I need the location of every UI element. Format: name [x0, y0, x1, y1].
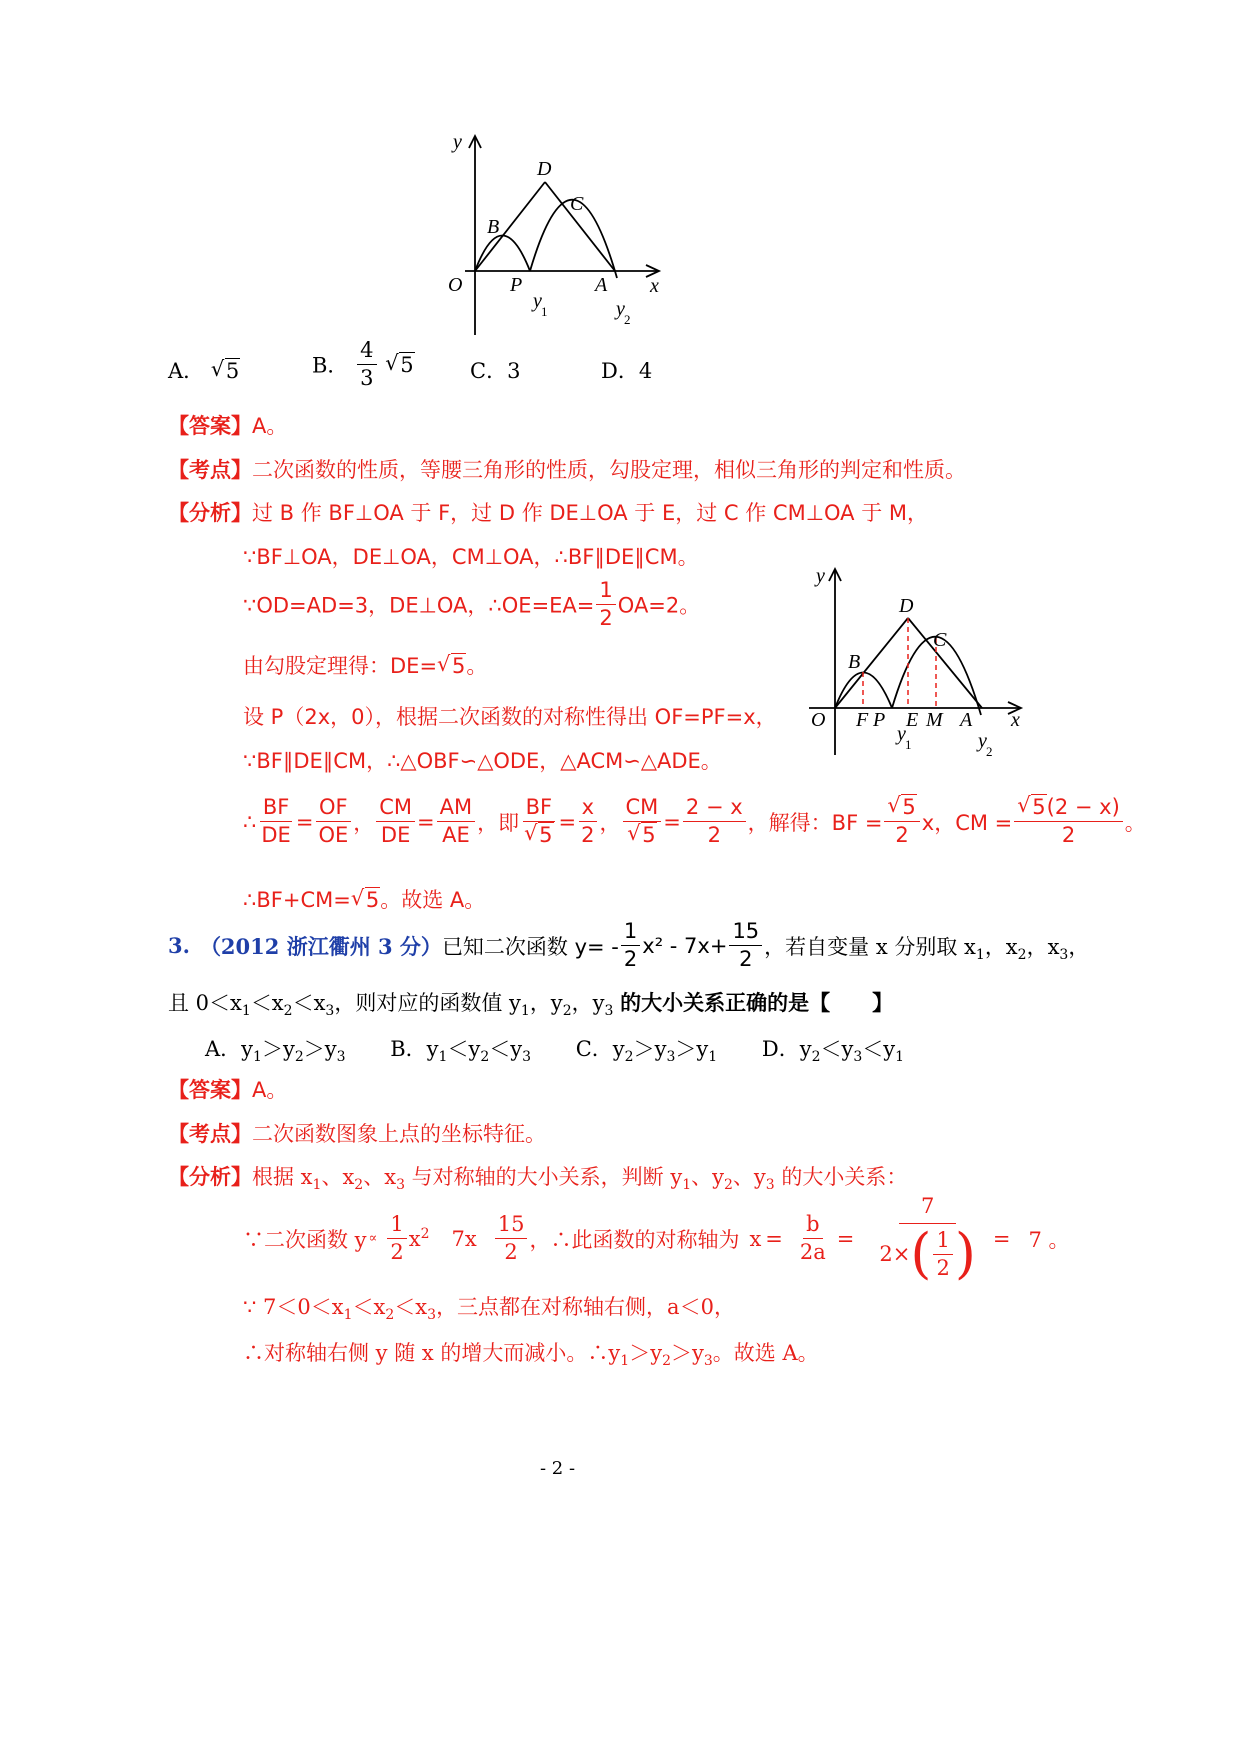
q2-line-4-radicand: 5 [452, 654, 466, 678]
q2-fenxi-tag: 【分析】 [168, 501, 252, 525]
q2-line-4-sqrt [437, 654, 466, 678]
fig1-label-y1: y [533, 290, 542, 312]
q2-l7-frac-2 [315, 797, 351, 846]
q3-l2-frac-1-den: 2 [390, 1240, 404, 1264]
q3-stem-frac-1-num: 1 [621, 921, 640, 946]
fig2-label-o: O [811, 709, 826, 731]
q2-l7-f4-num: AM [437, 797, 475, 822]
q3-l3-text: ∵ 7＜0＜x [243, 1295, 344, 1319]
q2-option-b [312, 340, 415, 389]
q2-l7-comma1: ， [353, 810, 375, 835]
q3-option-b-label: B．y [390, 1037, 439, 1061]
q2-l7-f5-sqrt [524, 825, 553, 846]
q2-l7-f3-num: CM [376, 797, 415, 822]
q3-option-d: D．$y_2<y_3<y_1$ [761, 1037, 905, 1065]
q2-answer-tag: 【答案】 [168, 414, 252, 438]
q3-stem-line2-end: 的大小关系正确的是【 [620, 990, 831, 1015]
q2-l7-frac-7 [623, 797, 662, 846]
q2-option-a-label: A． [168, 359, 205, 383]
fig1-label-y2-sub: 2 [624, 312, 631, 327]
q3-l2-2a: 2a [799, 1240, 826, 1264]
q2-line-3-post: OA=2。 [617, 593, 701, 618]
fig2-label-y1: y [897, 723, 906, 745]
q2-l7-f7-num: CM [623, 797, 662, 822]
q2-option-b-den: 3 [360, 366, 374, 390]
q2-l7-f5-radicand: 5 [539, 823, 553, 847]
q2-l7-eq3: = [558, 809, 577, 834]
q3-stem-post: ，若自变量 x 分别取 $x_1$，$x_2$，$x_3$， [764, 934, 1090, 963]
q2-l7-frac-8 [683, 797, 746, 846]
fig1-label-p: P [510, 274, 523, 296]
fig2-label-c: C [933, 629, 947, 651]
q2-line-6: ∵BF∥DE∥CM，∴△OBF∽△ODE，△ACM∽△ADE。 [243, 749, 722, 773]
q2-l7-f2-den: OE [318, 823, 349, 847]
q3-l2-frac-big [876, 1194, 979, 1285]
q2-fenxi-line [168, 497, 928, 527]
q3-l2-x: x [749, 1226, 762, 1251]
q2-l7-f7-radicand: 5 [642, 823, 656, 847]
q2-line-3-den: 2 [599, 606, 613, 630]
q3-l2-post: ，∴此函数的对称轴为 [529, 1227, 740, 1252]
fig2-label-b: B [848, 651, 861, 673]
q2-option-a-radicand: 5 [225, 359, 240, 383]
q2-line-8-post: 。故选 A。 [380, 888, 486, 912]
q3-l2-eq-3: = [992, 1226, 1011, 1251]
q2-l7-lead: ∴ [243, 809, 257, 834]
q3-answer: A。 [252, 1078, 288, 1102]
q2-line-8-sqrt [351, 888, 380, 912]
fig1-label-a: A [595, 274, 608, 296]
q2-fenxi-l1: 过 B 作 BF⊥OA 于 F，过 D 作 DE⊥OA 于 E，过 C 作 CM⊥OA 于 M， [252, 501, 928, 525]
fig1-label-x: x [650, 275, 659, 297]
q3-l2-b: b [803, 1214, 822, 1239]
q3-l2-half-den: 2 [936, 1255, 950, 1280]
q2-option-a [168, 355, 240, 385]
q2-l7-ji: ，即 [477, 810, 520, 835]
q3-l2-result: 7 。 [1028, 1227, 1070, 1252]
fig1-label-y2: y [616, 298, 625, 320]
q3-stem-pre: 已知二次函数 y= - [441, 934, 619, 959]
q3-option-d-label: D．y [761, 1037, 812, 1061]
q3-l2-half-num: 1 [933, 1230, 952, 1255]
fig2-label-e: E [906, 709, 919, 731]
q3-option-a-label: A．y [205, 1037, 254, 1061]
q2-line-7 [243, 797, 1146, 846]
q2-line-8-pre: ∴BF+CM= [243, 888, 351, 912]
q3-l2-frac-b2a [797, 1214, 829, 1263]
q2-option-b-fraction [357, 340, 376, 389]
q2-l7-jiede: ，解得：BF = [747, 810, 883, 835]
q2-option-b-num: 4 [357, 340, 376, 365]
q3-fenxi-l1: 根据 $x_1$、$x_2$、$x_3$ 与对称轴的大小关系，判断 $y_1$、$y_2$、$y_3$ 的大小关系： [252, 1165, 908, 1193]
q2-line-8-radicand: 5 [365, 888, 380, 912]
q2-l7-f10-sqrt [1017, 797, 1046, 818]
q2-answer: A。 [252, 414, 288, 438]
q2-l7-frac-5 [521, 797, 556, 846]
q2-l7-f10-tail: (2 − x) [1046, 795, 1120, 819]
q3-l2-seven: 7x [451, 1226, 477, 1251]
q3-stem-mid: x² - 7x+ [642, 933, 728, 958]
q3-l2-frac-1-num: 1 [387, 1214, 406, 1239]
fig2-label-y2-sub: 2 [986, 744, 993, 759]
q2-option-b-radicand: 5 [400, 352, 414, 377]
q2-l7-eq2: = [417, 809, 435, 834]
q3-stem-post-text: ，若自变量 x 分别取 x [764, 934, 976, 959]
q3-stem-frac-1-den: 2 [623, 947, 638, 971]
q2-option-b-sqrt [385, 353, 414, 377]
q3-kaodian-line [168, 1118, 546, 1148]
q2-line-4 [243, 650, 487, 680]
q3-options [205, 1033, 904, 1063]
q2-l7-f9-den: 2 [895, 823, 909, 847]
q3-l2-frac-1 [387, 1214, 406, 1263]
q3-l2-garble-1: ∝ [368, 1231, 378, 1246]
fig2-label-d: D [899, 595, 914, 617]
q2-l7-frac-6 [578, 797, 597, 846]
q3-l2-seven2: 7 [899, 1196, 956, 1224]
q2-l7-f8-num: 2 − x [683, 797, 746, 822]
q2-l7-frac-3 [376, 797, 415, 846]
q2-option-c: C．3 [470, 359, 521, 383]
q3-l2-eq-1: = [765, 1226, 783, 1251]
q2-l7-eq4: = [663, 809, 681, 834]
q2-l7-f8-den: 2 [707, 823, 721, 847]
fig2-label-p: P [873, 709, 886, 731]
fig1-label-y: y [453, 131, 462, 153]
q3-stem-frac-2-num: 15 [729, 921, 762, 946]
q2-l7-f2-num: OF [316, 797, 351, 822]
q2-kaodian: 二次函数的性质，等腰三角形的性质，勾股定理，相似三角形的判定和性质。 [252, 458, 966, 482]
q3-l2-frac-2-num: 15 [495, 1214, 528, 1239]
q2-l7-f6-den: 2 [581, 823, 595, 847]
fig2-label-f: F [856, 709, 869, 731]
q3-l2-frac-2-den: 2 [504, 1240, 518, 1264]
q2-l7-frac-10 [1014, 797, 1123, 846]
q3-l2-mid: x [408, 1226, 421, 1251]
q2-l7-f3-den: DE [380, 823, 411, 847]
fig2-label-y2: y [978, 730, 987, 752]
q2-line-8 [243, 884, 485, 914]
q3-answer-line [168, 1074, 287, 1104]
q3-stem-frac-1 [621, 921, 640, 970]
q3-fenxi-tag: 【分析】 [168, 1165, 252, 1189]
q3-kaodian: 二次函数图象上点的坐标特征。 [252, 1122, 546, 1146]
q2-l7-frac-9 [884, 797, 919, 846]
q3-l2-xsq: $x^2$ [408, 1225, 430, 1251]
q2-option-b-label: B． [312, 353, 349, 378]
fig2-label-x: x [1011, 709, 1020, 731]
q3-number: 3. [168, 933, 190, 958]
fig1-label-d: D [537, 158, 552, 180]
q2-l7-f1-num: BF [260, 797, 293, 822]
q3-line-3: ∵ $7<0<x_1<x_2<x_3$，三点都在对称轴右侧，a＜0， [243, 1295, 735, 1323]
fig2-label-m: M [926, 709, 943, 731]
q2-l7-f6-num: x [579, 797, 597, 822]
q3-answer-tag: 【答案】 [168, 1078, 252, 1102]
q3-l2-2x: 2× [879, 1241, 911, 1266]
q2-answer-line [168, 410, 287, 440]
q3-l2-frac-half [933, 1227, 952, 1280]
fig2-label-y: y [816, 565, 825, 587]
q3-l2-pre: ∵二次函数 y [243, 1227, 367, 1252]
q2-l7-f9-sqrt [887, 797, 916, 818]
q2-option-a-sqrt [211, 359, 240, 383]
q2-l7-f10-den: 2 [1061, 823, 1076, 847]
q3-stem-frac-2 [729, 921, 762, 970]
q2-l7-f5-num: BF [523, 797, 556, 822]
q2-line-3-num: 1 [596, 580, 615, 605]
q2-kaodian-line [168, 454, 966, 484]
q3-l4-text: ∴对称轴右侧 y 随 x 的增大而减小。∴y [243, 1341, 621, 1365]
q3-stem-line-2: 且 $0<x_1<x_2<x_3$，则对应的函数值 $y_1$，$y_2$，$y_3$ 的大小关系正确的是【 】 [168, 990, 894, 1019]
q3-option-a: A．$y_1>y_2>y_3$ [205, 1037, 346, 1065]
figure-1-parabolas [440, 130, 680, 340]
q2-kaodian-tag: 【考点】 [168, 458, 252, 482]
q3-source: （2012 浙江衢州 3 分） [199, 933, 442, 959]
q3-stem-line2-tail: ，则对应的函数值 y [334, 991, 521, 1015]
fig1-label-b: B [487, 216, 500, 238]
fig1-label-c: C [570, 193, 584, 215]
page-number: - 2 - [540, 1458, 576, 1479]
q3-option-c-label: C．y [575, 1037, 625, 1061]
fig2-label-y1-sub: 1 [905, 737, 912, 752]
q2-line-3-pre: ∵OD=AD=3，DE⊥OA，∴OE=EA= [243, 593, 595, 618]
q3-option-b: B．$y_1<y_2<y_3$ [390, 1037, 532, 1065]
q2-l7-comma2: ， [599, 810, 621, 835]
q2-line-3-frac [596, 580, 615, 629]
q2-line-2: ∵BF⊥OA，DE⊥OA，CM⊥OA，∴BF∥DE∥CM。 [243, 545, 699, 569]
q2-l7-eq1: = [295, 809, 314, 834]
q3-fenxi-l1-text: 根据 x [252, 1165, 313, 1189]
q2-l7-f1-den: DE [261, 823, 291, 847]
q3-kaodian-tag: 【考点】 [168, 1122, 252, 1146]
fig1-label-y1-sub: 1 [541, 304, 548, 319]
q3-stem-frac-2-den: 2 [739, 947, 753, 971]
q2-l7-x-after: x，CM = [921, 810, 1013, 835]
q3-line-2 [243, 1194, 1070, 1285]
fig1-label-o: O [448, 274, 463, 296]
q3-stem-bracket-close: 】 [872, 990, 894, 1015]
q3-l2-eq-2: = [836, 1226, 855, 1251]
q3-l2-big-den [876, 1222, 979, 1285]
q2-l7-f9-radicand: 5 [902, 795, 916, 819]
q2-line-3 [243, 580, 700, 629]
q3-fenxi-line [168, 1161, 907, 1191]
q2-l7-f4-den: AE [442, 823, 470, 847]
figure-2-parabolas-with-perpendiculars [805, 560, 1040, 760]
q2-l7-frac-1 [258, 797, 293, 846]
q3-l2-paren-close: ) [954, 1222, 976, 1285]
q2-l7-f10-radicand: 5 [1032, 795, 1046, 819]
q3-stem-line2-text: 且 0＜x [168, 991, 242, 1015]
q2-line-5: 设 P（2x，0），根据二次函数的对称性得出 OF=PF=x， [243, 705, 777, 729]
q2-l7-end: 。 [1124, 810, 1146, 835]
q2-l7-frac-4 [437, 797, 475, 846]
fig2-label-a: A [960, 709, 973, 731]
q3-l2-paren-open: ( [910, 1222, 932, 1285]
q2-option-d: D．4 [601, 359, 653, 383]
q3-l2-frac-2 [495, 1214, 528, 1263]
q3-stem-line-1 [168, 921, 1089, 970]
q2-l7-f7-sqrt [627, 825, 656, 846]
q2-line-4-post: 。 [466, 654, 488, 678]
q2-line-4-pre: 由勾股定理得：DE= [243, 654, 438, 678]
q3-line-4: ∴对称轴右侧 y 随 x 的增大而减小。$\therefore y_1>y_2>y_3$。故选 A。 [243, 1341, 819, 1369]
q3-option-c: C．$y_2>y_3>y_1$ [575, 1037, 718, 1065]
